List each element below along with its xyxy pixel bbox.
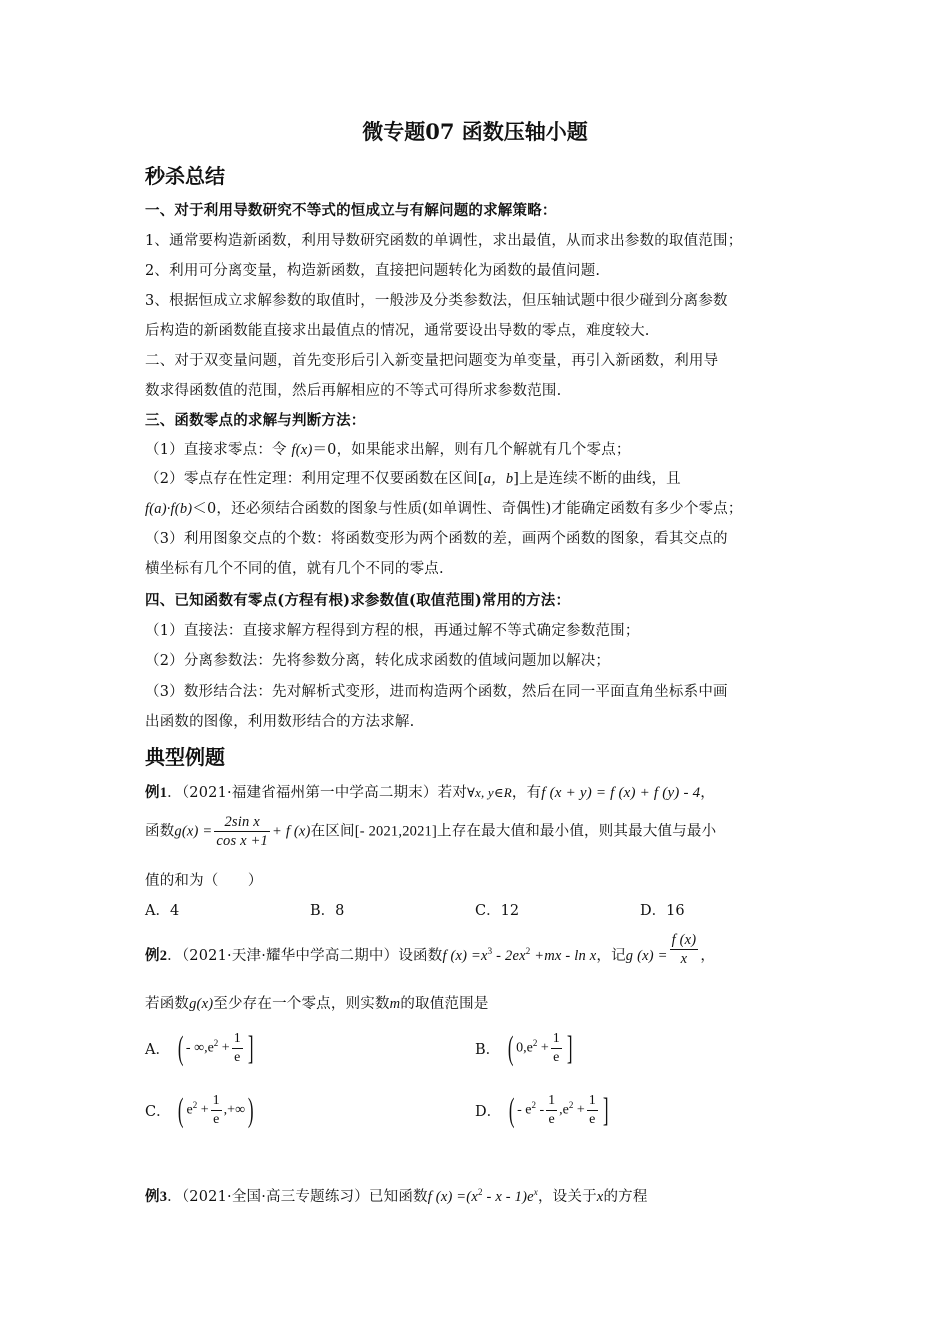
summary-paragraph: 3、根据恒成立求解参数的取值时，一般涉及分类参数法，但压轴试题中很少碰到分离参数 xyxy=(145,293,728,309)
math: ,e xyxy=(559,1102,569,1118)
interval: ( - $\infty,e^2$ + $\frac{1}{e}$ ] xyxy=(177,1029,254,1067)
summary-paragraph: （3）数形结合法：先对解析式变形，进而构造两个函数，然后在同一平面直角坐标系中画 xyxy=(145,684,728,700)
text: ．（2021·天津·耀华中学高二期中）设函数 xyxy=(167,948,443,964)
math: ,+∞ xyxy=(223,1102,246,1118)
math: g(x) = xyxy=(174,823,213,840)
example-number: 2 xyxy=(159,948,168,964)
option-a: A．4 xyxy=(145,903,180,919)
text: ＝0，如果能求出解，则有几个解就有几个零点； xyxy=(312,442,631,458)
text: 若函数 xyxy=(145,996,190,1012)
example-number: 1 xyxy=(159,785,168,801)
math: ∀x, y∈R xyxy=(467,785,512,800)
math: f(x) xyxy=(291,442,313,458)
fraction-denominator: e xyxy=(213,1112,220,1127)
superscript: 2 xyxy=(213,1038,219,1049)
fraction-denominator: e xyxy=(548,1112,555,1127)
summary-paragraph: 2、利用可分离变量，构造新函数，直接把问题转化为函数的最值问题. xyxy=(145,263,601,279)
interval: ( - $e^2$ - $\frac{1}{e}$ $,e^2$ + $\frac{1}{e}$ ] xyxy=(508,1091,609,1129)
fraction xyxy=(670,931,699,968)
math: + xyxy=(537,1040,549,1056)
example-label: 例 xyxy=(145,784,160,801)
text: 的取值范围是 xyxy=(400,996,489,1012)
summary-heading: 秒杀总结 xyxy=(145,164,225,188)
fraction-denominator: e xyxy=(589,1112,596,1127)
text: ，有 xyxy=(511,785,542,801)
math: 0,e xyxy=(516,1040,533,1056)
superscript: x xyxy=(533,1187,538,1198)
text: ＜0，还必须结合函数的图象与性质(如单调性、奇偶性)才能确定函数有多少个零点； xyxy=(192,501,743,517)
option-label: A． xyxy=(145,1042,170,1058)
example-number: 3 xyxy=(159,1189,168,1205)
fraction-numerator: 2sin x xyxy=(214,813,270,832)
math: g(x) xyxy=(189,996,214,1012)
fraction-numerator: f (x) xyxy=(671,931,697,948)
example-3-line-1 xyxy=(145,1185,815,1206)
interval: ( $0,e^2$ + $\frac{1}{e}$ ] xyxy=(507,1029,573,1067)
math: f (x) =(x xyxy=(427,1189,478,1205)
zero-method-1 xyxy=(145,438,815,459)
text: 函数 xyxy=(145,823,175,840)
superscript: 2 xyxy=(531,1100,536,1111)
example-1-line-3: 值的和为（ ） xyxy=(145,873,263,889)
math: - x - 1)e xyxy=(482,1189,534,1205)
text: ．（2021·福建省福州第一中学高二期末）若对 xyxy=(167,785,468,801)
superscript: 2 xyxy=(532,1038,538,1049)
text: ．（2021·全国·高三专题练习）已知函数 xyxy=(167,1189,428,1205)
zero-method-2-cont xyxy=(145,497,815,518)
text: ，记 xyxy=(596,948,626,964)
option-c xyxy=(145,1092,256,1129)
fraction-numerator: 1 xyxy=(232,1030,243,1049)
text: （2）零点存在性定理：利用定理不仅要函数在区间[ xyxy=(145,471,484,487)
math: + f (x) xyxy=(272,823,311,840)
math: - e xyxy=(517,1102,532,1118)
example-1-line-1: 例1．（2021·福建省福州第一中学高二期末）若对∀x, y∈R，有f (x + y) = f (x) + f (y) - 4， xyxy=(145,784,715,801)
summary-item-1-heading: 一、对于利用导数研究不等式的恒成立与有解问题的求解策略： xyxy=(145,202,557,219)
math: - ∞,e xyxy=(185,1040,214,1056)
math: [- 2021,2021] xyxy=(354,823,438,840)
page-title: 微专题07 函数压轴小题 xyxy=(362,119,588,144)
math: f(a)·f(b) xyxy=(145,501,193,517)
option-label: C． xyxy=(145,1104,171,1120)
fraction-denominator: e xyxy=(234,1050,241,1065)
summary-paragraph: （3）利用图象交点的个数：将函数变形为两个函数的差，画两个函数的图象，看其交点的 xyxy=(145,531,728,547)
example-2-line-1: 例2．（2021·天津·耀华中学高二期中）设函数f $(x) =x^3 - 2ex^2 +mx - \ln x$，记g (x) = $\frac{f (x)}{x}$ ， xyxy=(145,931,716,967)
math: +mx - ln x xyxy=(530,948,597,964)
superscript: 2 xyxy=(568,1100,574,1111)
option-b: B．8 xyxy=(310,903,345,919)
option-c: C．12 xyxy=(475,903,520,919)
math: + xyxy=(573,1102,585,1118)
text: ，设关于 xyxy=(537,1189,597,1205)
fraction-denominator: e xyxy=(553,1050,560,1065)
math: - xyxy=(535,1102,545,1118)
example-label: 例 xyxy=(145,947,160,964)
superscript: 2 xyxy=(477,1187,483,1198)
math: f (x) =x xyxy=(442,948,488,964)
math: x xyxy=(596,1189,604,1205)
text: ]上是连续不断的曲线，且 xyxy=(513,471,681,487)
summary-paragraph: 横坐标有几个不同的值，就有几个不同的零点. xyxy=(145,561,444,577)
fraction-numerator: 1 xyxy=(551,1030,562,1049)
interval: ( $e^2$ + $\frac{1}{e}$ ,+∞) xyxy=(178,1091,254,1129)
summary-paragraph: 后构造的新函数能直接求出最值点的情况，通常要设出导数的零点，难度较大. xyxy=(145,323,650,339)
example-2-line-2 xyxy=(145,992,815,1013)
math: g (x) = xyxy=(625,948,668,964)
text: 上存在最大值和最小值，则其最大值与最小 xyxy=(437,823,717,840)
option-a xyxy=(145,1030,256,1067)
option-d xyxy=(475,1092,611,1129)
summary-paragraph: （2）分离参数法：先将参数分离，转化成求函数的值域问题加以解决； xyxy=(145,653,611,669)
summary-paragraph: 1、通常要构造新函数，利用导数研究函数的单调性，求出最值，从而求出参数的取值范围； xyxy=(145,233,743,249)
summary-paragraph: 二、对于双变量问题，首先变形后引入新变量把问题变为单变量，再引入新函数，利用导 xyxy=(145,353,719,369)
summary-paragraph: 出函数的图像，利用数形结合的方法求解. xyxy=(145,714,415,730)
example-label: 例 xyxy=(145,1188,160,1205)
fraction-numerator: 1 xyxy=(587,1092,598,1111)
math: m xyxy=(389,996,401,1012)
summary-item-3-heading: 三、函数零点的求解与判断方法： xyxy=(145,412,366,429)
math: a，b xyxy=(483,471,514,487)
option-d: D．16 xyxy=(640,903,685,919)
fraction-numerator: 1 xyxy=(546,1092,557,1111)
fraction-denominator: x xyxy=(680,950,688,967)
fraction-denominator: cos x +1 xyxy=(216,833,269,849)
text: 的方程 xyxy=(603,1189,648,1205)
math: - 2ex xyxy=(492,948,526,964)
summary-paragraph: （1）直接法：直接求解方程得到方程的根，再通过解不等式确定参数范围； xyxy=(145,623,640,639)
text: 在区间 xyxy=(310,823,355,840)
fraction-numerator: 1 xyxy=(211,1092,222,1111)
math: + xyxy=(218,1040,230,1056)
superscript: 2 xyxy=(192,1100,198,1111)
math: f (x + y) = f (x) + f (y) - 4 xyxy=(541,785,701,801)
summary-paragraph: 数求得函数值的范围，然后再解相应的不等式可得所求参数范围. xyxy=(145,383,562,399)
option-label: B． xyxy=(475,1042,501,1058)
option-b xyxy=(475,1030,575,1067)
examples-heading: 典型例题 xyxy=(145,745,225,769)
example-1-line-2 xyxy=(145,813,815,850)
math: + xyxy=(197,1102,209,1118)
fraction xyxy=(214,813,270,850)
option-label: D． xyxy=(475,1104,502,1120)
text: （1）直接求零点：令 xyxy=(145,442,292,458)
summary-item-4-heading: 四、已知函数有零点(方程有根)求参数值(取值范围)常用的方法： xyxy=(145,592,571,609)
zero-method-2 xyxy=(145,467,815,488)
text: 至少存在一个零点，则实数 xyxy=(213,996,390,1012)
math: e xyxy=(186,1102,193,1118)
